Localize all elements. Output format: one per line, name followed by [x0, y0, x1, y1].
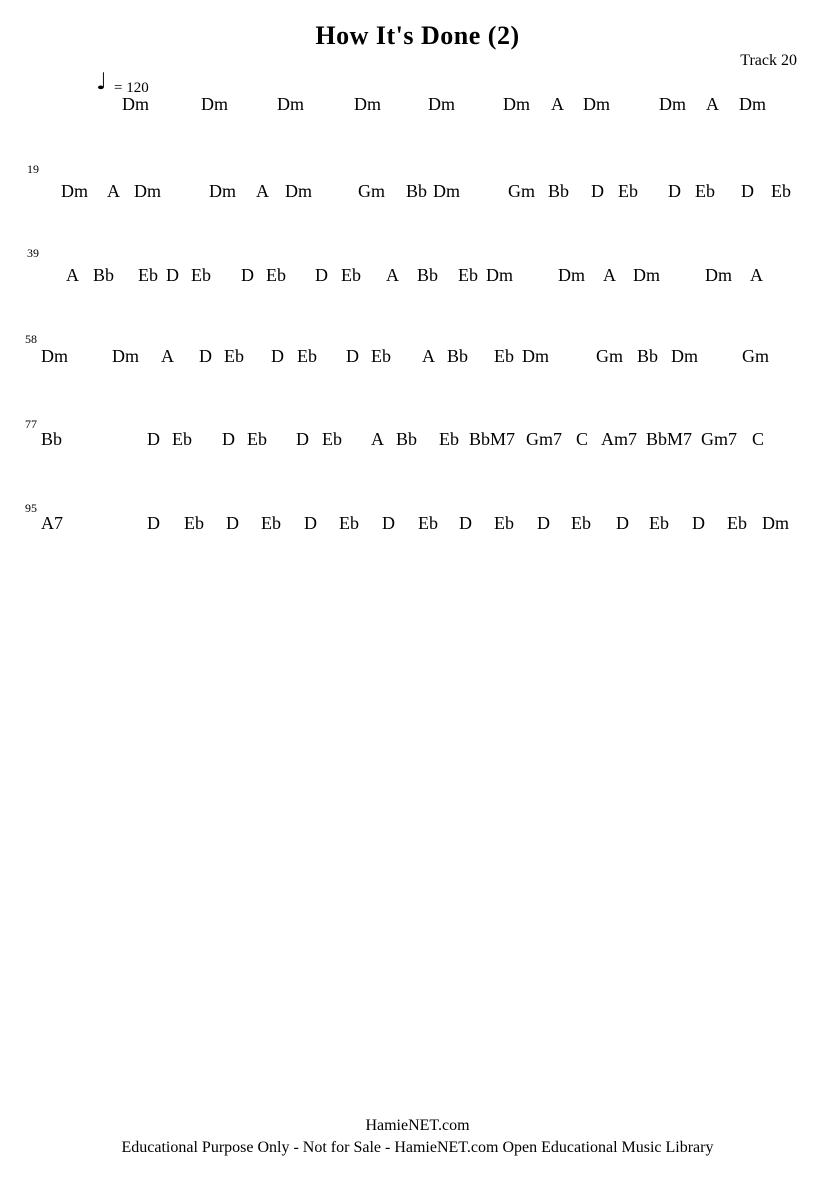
chord-symbol: Dm [486, 265, 513, 285]
chord-symbol: Eb [439, 429, 459, 449]
chord-symbol: Dm [762, 513, 789, 533]
chord-symbol: Dm [428, 94, 455, 114]
chord-symbol: A [750, 265, 763, 285]
chord-symbol: Eb [138, 265, 158, 285]
chord-symbol: D [741, 181, 754, 201]
chord-symbol: Bb [396, 429, 418, 449]
chord-symbol: Dm [201, 94, 228, 114]
chord-symbol: Eb [339, 513, 359, 533]
chord-symbol: Dm [433, 181, 460, 201]
chord-symbol: Gm [508, 181, 535, 201]
chord-symbol: Gm [742, 346, 769, 366]
chord-symbol: Dm [354, 94, 381, 114]
chord-symbol: Eb [571, 513, 591, 533]
chord-symbol: A [256, 181, 269, 201]
chord-symbol: Dm [209, 181, 236, 201]
chord-symbol: D [271, 346, 284, 366]
chord-symbol: Gm7 [701, 429, 737, 449]
chord-symbol: D [591, 181, 604, 201]
chord-symbol: Eb [371, 346, 391, 366]
chord-symbol: Dm [522, 346, 549, 366]
chord-symbol: Eb [224, 346, 244, 366]
chord-symbol: Dm [558, 265, 585, 285]
chord-symbol: Dm [633, 265, 660, 285]
chord-symbol: Dm [61, 181, 88, 201]
chord-symbol: Eb [494, 513, 514, 533]
chord-symbol: D [459, 513, 472, 533]
chord-symbol: Eb [261, 513, 281, 533]
chord-symbol: A [66, 265, 79, 285]
chord-symbol: Eb [322, 429, 342, 449]
chord-symbol: A [422, 346, 435, 366]
chord-symbol: D [304, 513, 317, 533]
chord-symbol: C [576, 429, 589, 449]
footer-disclaimer: Educational Purpose Only - Not for Sale - HamieNET.com Open Educational Music Library [121, 1139, 714, 1156]
chord-symbol: Dm [285, 181, 312, 201]
chord-symbol: Dm [112, 346, 139, 366]
chord-symbol: Eb [184, 513, 204, 533]
song-title: How It's Done (2) [315, 21, 520, 50]
chord-symbol: A [371, 429, 384, 449]
chord-symbol: Dm [41, 346, 68, 366]
chord-symbol: Eb [458, 265, 478, 285]
chord-symbol: D [668, 181, 681, 201]
chord-symbol: D [147, 429, 160, 449]
chord-symbol: Dm [705, 265, 732, 285]
chord-symbol: Eb [266, 265, 286, 285]
measure-number: 39 [27, 246, 39, 260]
chord-symbol: Bb [417, 265, 439, 285]
chord-symbol: Eb [247, 429, 267, 449]
chord-symbol: D [199, 346, 212, 366]
chord-symbol: Eb [418, 513, 438, 533]
chord-symbol: D [147, 513, 160, 533]
chord-symbol: Dm [122, 94, 149, 114]
chord-symbol: Bb [41, 429, 63, 449]
chord-symbol: A [107, 181, 120, 201]
chord-symbol: Gm [358, 181, 385, 201]
chord-symbol: Am7 [601, 429, 637, 449]
track-label: Track 20 [740, 52, 797, 69]
measure-number: 58 [25, 332, 37, 346]
chord-symbol: Dm [659, 94, 686, 114]
chord-symbol: D [222, 429, 235, 449]
chord-symbol: Bb [93, 265, 115, 285]
chord-symbol: Dm [739, 94, 766, 114]
footer-site: HamieNET.com [365, 1117, 470, 1134]
chord-symbol: A [551, 94, 564, 114]
chord-symbol: D [382, 513, 395, 533]
chord-symbol: Dm [277, 94, 304, 114]
tempo-marking: = 120 [114, 80, 149, 96]
chord-symbol: Bb [447, 346, 469, 366]
measure-number: 95 [25, 501, 37, 515]
chord-symbol: C [752, 429, 765, 449]
chord-symbol: D [346, 346, 359, 366]
chord-symbol: A [706, 94, 719, 114]
chord-symbol: A7 [41, 513, 63, 533]
measure-number: 19 [27, 162, 39, 176]
chord-symbol: D [537, 513, 550, 533]
chord-symbol: Eb [618, 181, 638, 201]
chord-symbol: Bb [637, 346, 659, 366]
chord-symbol: Eb [771, 181, 791, 201]
chord-symbol: Gm7 [526, 429, 562, 449]
chord-symbol: Dm [134, 181, 161, 201]
chord-symbol: Dm [671, 346, 698, 366]
quarter-note-icon: ♩ [96, 69, 107, 95]
chord-symbol: D [166, 265, 179, 285]
chord-symbol: Eb [297, 346, 317, 366]
chord-symbol: Eb [695, 181, 715, 201]
chord-symbol: Bb [548, 181, 570, 201]
chord-symbol: A [161, 346, 174, 366]
chord-symbol: D [616, 513, 629, 533]
chord-symbol: D [226, 513, 239, 533]
chord-symbol: A [603, 265, 616, 285]
chord-symbol: Eb [727, 513, 747, 533]
chord-symbol: Eb [649, 513, 669, 533]
chord-symbol: Dm [583, 94, 610, 114]
chord-symbol: Gm [596, 346, 623, 366]
chord-symbol: A [386, 265, 399, 285]
chord-symbol: Eb [191, 265, 211, 285]
chord-symbol: Eb [172, 429, 192, 449]
chord-symbol: D [241, 265, 254, 285]
chord-symbol: D [315, 265, 328, 285]
chord-symbol: Eb [341, 265, 361, 285]
chord-symbol: D [296, 429, 309, 449]
chord-symbol: Dm [503, 94, 530, 114]
chord-symbol: BbM7 [469, 429, 516, 449]
chord-symbol: Eb [494, 346, 514, 366]
chord-symbol: BbM7 [646, 429, 693, 449]
chord-symbol: D [692, 513, 705, 533]
measure-number: 77 [25, 417, 37, 431]
chord-symbol: Bb [406, 181, 428, 201]
